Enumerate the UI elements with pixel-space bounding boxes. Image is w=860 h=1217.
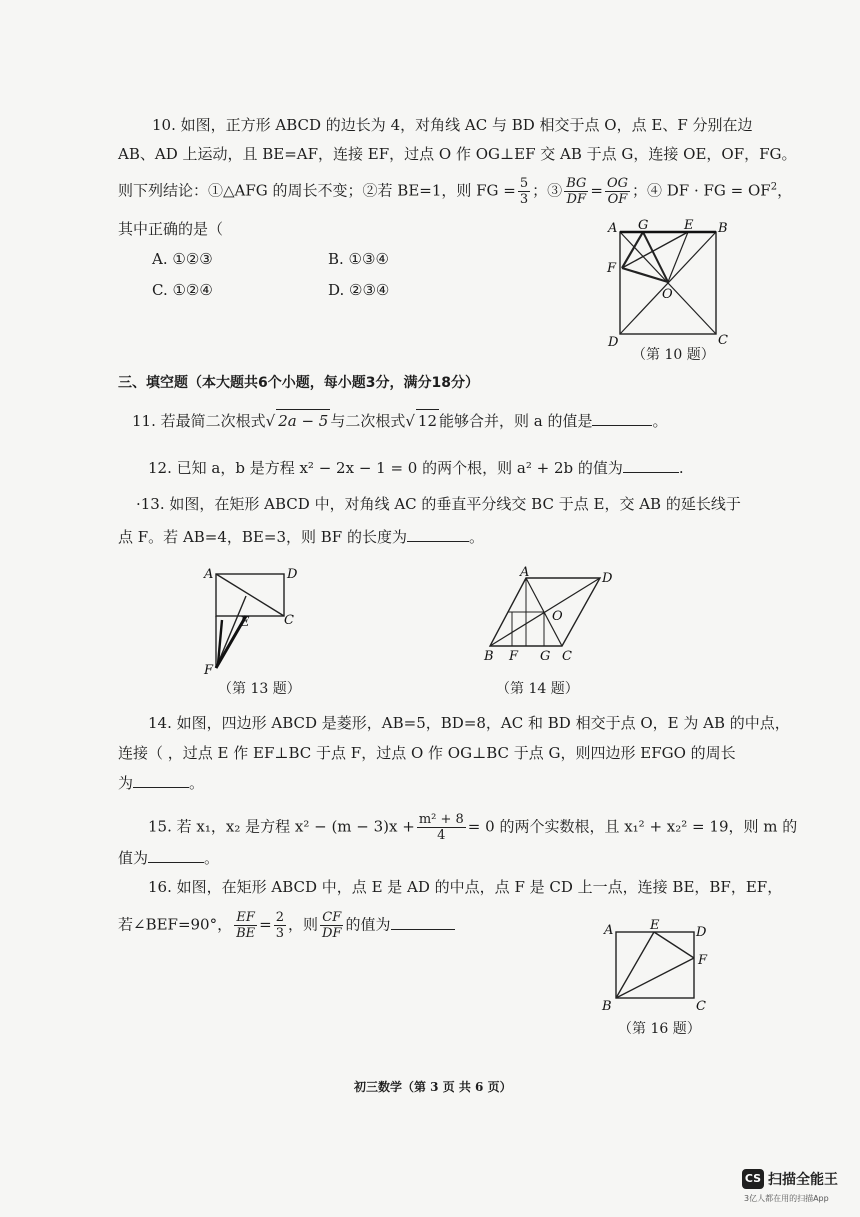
q14-label-g: G (540, 649, 551, 664)
q14-line2: 连接（ ，过点 E 作 EF⊥BC 于点 F，过点 O 作 OG⊥BC 于点 G，则四边形 EFGO 的周长 (118, 744, 736, 762)
q10-label-e: E (684, 218, 694, 233)
q14-answer-blank[interactable] (133, 773, 189, 788)
q13-label-d: D (287, 567, 298, 582)
q14-caption: （第 14 题） (496, 681, 579, 697)
q10-label-d: D (608, 335, 619, 348)
q12: 12. 已知 a，b 是方程 x² − 2x − 1 = 0 的两个根，则 a² + 2b 的值为 . (148, 459, 684, 477)
q16-label-c: C (696, 999, 706, 1014)
camscanner-name: 扫描全能王 (768, 1172, 838, 1188)
q16-label-f: F (698, 953, 708, 968)
frac-2-3: $\frac{2}{3}$ (275, 910, 285, 941)
q13-answer-blank[interactable] (407, 527, 469, 542)
q10-option-b: B. ①③④ (328, 250, 389, 268)
q10-caption: （第 10 题） (632, 347, 715, 363)
camscanner-logo-icon: CS (742, 1169, 764, 1189)
q14-line1: 14. 如图，四边形 ABCD 是菱形，AB=5，BD=8，AC 和 BD 相交于点 O，E 为 AB 的中点， (148, 714, 790, 732)
camscanner-tagline: 3亿人都在用的扫描App (744, 1194, 829, 1203)
q10-label-g: G (638, 218, 649, 233)
q14-line3: 为 。 (118, 774, 205, 792)
q15-line2: 值为 。 (118, 849, 220, 867)
q16-caption: （第 16 题） (618, 1021, 701, 1037)
q14-label-a: A (520, 566, 530, 580)
q15-line1: 15. 若 x₁，x₂ 是方程 x² − (m − 3)x + $\frac{\text{m² + 8}}{4}$ = 0 的两个实数根，且 x₁² + x₂² = 19，则 m 的 (148, 812, 798, 843)
q10-option-d: D. ②③④ (328, 281, 390, 299)
frac-cf-df: $\frac{CF}{DF}$ (322, 910, 342, 941)
q16-answer-blank[interactable] (391, 915, 455, 930)
q14-label-b: B (484, 649, 494, 664)
q10-label-c: C (718, 333, 728, 348)
q15-answer-blank[interactable] (148, 848, 204, 863)
q16-label-e: E (650, 918, 660, 933)
q10-line3: 则下列结论：①△AFG 的周长不变；②若 BE=1，则 FG = $\frac{5}{3}$ ；③ $\frac{BG}{DF}$ = $\frac{OG}{OF}$ ；④ DF · FG = $OF^2$， (118, 176, 793, 207)
figure-q13 (196, 560, 316, 680)
q10-label-f: F (607, 261, 617, 276)
q11-answer-blank[interactable] (592, 411, 652, 426)
q10-label-a: A (608, 221, 618, 236)
q10-line1: 10. 如图，正方形 ABCD 的边长为 4，对角线 AC 与 BD 相交于点 O，点 E、F 分别在边 (152, 116, 753, 134)
q10-option-c: C. ①②④ (152, 281, 213, 299)
q13-label-f: F (204, 663, 214, 678)
q13-label-e: E (240, 615, 250, 630)
section-3-heading: 三、填空题（本大题共6个小题，每小题3分，满分18分） (118, 375, 479, 391)
q13-line2: 点 F。若 AB=4，BE=3，则 BF 的长度为 。 (118, 528, 484, 546)
q10-label-o: O (662, 287, 673, 302)
figure-q14 (482, 566, 622, 666)
figure-q16 (598, 918, 716, 1016)
q10-option-a: A. ①②③ (152, 250, 213, 268)
q13-line1: ·13. 如图，在矩形 ABCD 中，对角线 AC 的垂直平分线交 BC 于点 E，交 AB 的延长线于 (136, 495, 741, 513)
figure-q10 (600, 218, 740, 348)
q14-label-f: F (509, 649, 519, 664)
q16-line2: 若∠BEF=90°， $\frac{EF}{BE}$ = $\frac{2}{3}$ ，则 $\frac{CF}{DF}$ 的值为 (118, 910, 455, 941)
q16-label-b: B (602, 999, 612, 1014)
q13-label-a: A (204, 567, 214, 582)
q10-line4: 其中正确的是（ (118, 220, 224, 238)
q11: 11. 若最简二次根式√ 2a − 5 与二次根式√ 12 能够合并，则 a 的值是 。 (132, 409, 668, 432)
q16-line1: 16. 如图，在矩形 ABCD 中，点 E 是 AD 的中点，点 F 是 CD 上一点，连接 BE，BF，EF， (148, 878, 783, 896)
frac-m2-8: $\frac{\text{m² + 8}}{4}$ (418, 812, 464, 843)
q14-label-d: D (602, 571, 613, 586)
frac-fg: $\frac{5}{3}$ (519, 176, 529, 207)
page-footer: 初三数学（第 3 页 共 6 页） (354, 1080, 512, 1094)
frac-ef-be: $\frac{EF}{BE}$ (236, 910, 256, 941)
q14-label-o: O (552, 609, 563, 624)
frac-og-of: $\frac{OG}{OF}$ (606, 176, 628, 207)
q14-label-c: C (562, 649, 572, 664)
q16-label-d: D (696, 925, 707, 940)
q13-caption: （第 13 题） (218, 681, 301, 697)
q13-label-c: C (284, 613, 294, 628)
frac-bg-df: $\frac{BG}{DF}$ (566, 176, 587, 207)
q16-label-a: A (604, 923, 614, 938)
q10-line2: AB、AD 上运动，且 BE=AF，连接 EF，过点 O 作 OG⊥EF 交 AB 于点 G，连接 OE，OF，FG。 (118, 145, 797, 163)
q12-answer-blank[interactable] (623, 458, 679, 473)
q10-label-b: B (718, 221, 728, 236)
